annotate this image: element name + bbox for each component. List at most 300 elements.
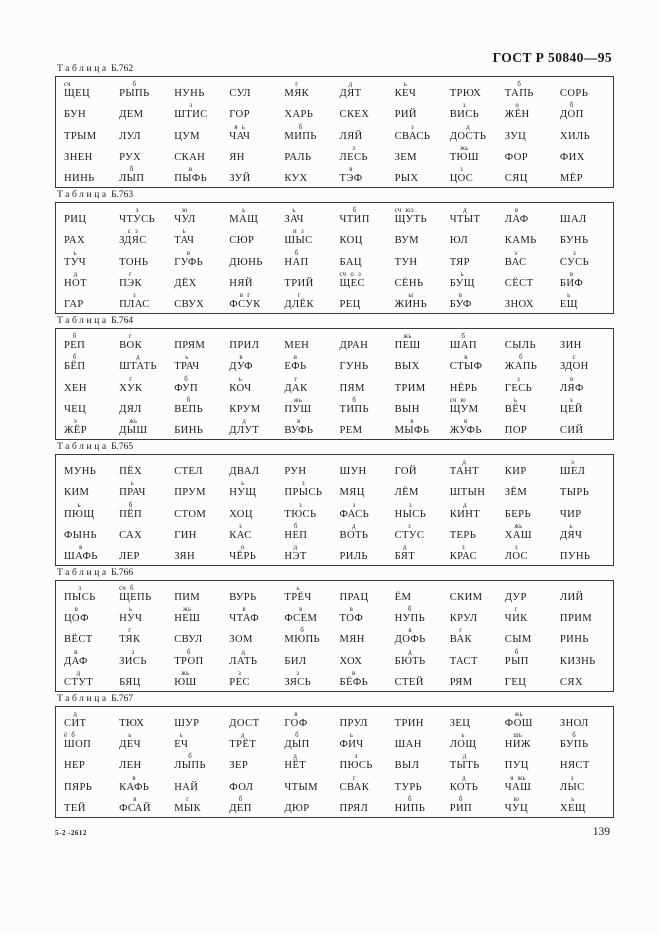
syllable	[284, 711, 307, 731]
table-row	[59, 794, 610, 815]
syllable-cell	[555, 352, 610, 373]
syllable-word: ЧАШ	[504, 781, 532, 793]
syllable	[339, 523, 368, 543]
syllable	[174, 418, 203, 438]
syllable-cell	[445, 668, 500, 689]
syllable-cell	[59, 205, 114, 226]
syllable-superscript: в	[569, 271, 574, 279]
syllable-cell	[224, 226, 279, 247]
syllable	[284, 502, 316, 522]
syllable-cell	[169, 374, 224, 395]
syllable-word: БЯТ	[394, 551, 416, 563]
syllable-cell	[390, 165, 445, 186]
syllable-superscript: з	[189, 102, 193, 110]
syllable	[339, 670, 368, 690]
syllable-word: БЕРЬ	[504, 508, 531, 520]
syllable-cell	[169, 226, 224, 247]
syllable-superscript: д	[73, 271, 78, 279]
syllable	[395, 544, 415, 564]
syllable-superscript: д	[73, 710, 78, 718]
syllable-cell	[390, 794, 445, 815]
syllable-cell	[500, 604, 555, 625]
syllable	[395, 459, 417, 479]
syllable-superscript: ё б	[64, 732, 76, 740]
syllable-word: ЖАПЬ	[504, 361, 538, 373]
syllable	[339, 796, 368, 816]
syllable-word: СИТ	[64, 717, 87, 729]
syllable	[560, 333, 582, 353]
syllable	[505, 753, 529, 773]
table-row	[59, 395, 610, 416]
syllable-word: ФОЛ	[229, 781, 254, 793]
syllable-cell	[334, 730, 389, 751]
syllable-cell	[169, 773, 224, 794]
syllable	[174, 271, 197, 291]
syllable	[284, 459, 306, 479]
syllable-superscript	[64, 228, 85, 235]
syllable-word: ФАСЬ	[339, 508, 370, 520]
syllable	[284, 166, 307, 186]
syllable-cell	[114, 668, 169, 689]
syllable-word: ЛЁМ	[394, 487, 419, 499]
syllable-cell	[445, 626, 500, 647]
syllable-cell	[279, 143, 334, 164]
syllable	[229, 354, 253, 374]
syllable-superscript	[395, 145, 417, 152]
syllable-cell	[169, 79, 224, 100]
syllable-cell	[59, 752, 114, 773]
syllable-word: ХЕЩ	[559, 803, 586, 815]
syllable-superscript	[395, 585, 412, 592]
syllable-word: ЗЯН	[174, 551, 196, 563]
syllable-superscript: в	[74, 648, 78, 656]
syllable	[560, 376, 584, 396]
syllable-cell	[224, 416, 279, 437]
syllable-superscript: в	[463, 418, 468, 426]
syllable-cell	[224, 500, 279, 521]
syllable-superscript: з	[572, 249, 576, 257]
syllable	[339, 250, 361, 270]
syllable-cell	[279, 773, 334, 794]
syllable-superscript	[560, 627, 589, 634]
syllable-cell	[334, 100, 389, 121]
syllable-cell	[59, 291, 114, 312]
syllable-cell	[390, 205, 445, 226]
syllable-superscript	[505, 145, 528, 152]
syllable-superscript: в	[186, 249, 191, 257]
syllable-word: ХИЛЬ	[559, 130, 591, 142]
syllable-superscript: в	[239, 354, 243, 362]
syllable-cell	[445, 331, 500, 352]
syllable	[560, 81, 588, 101]
syllable-cell	[445, 521, 500, 542]
syllable-cell	[279, 794, 334, 815]
syllable-cell	[59, 773, 114, 794]
syllable	[450, 292, 472, 312]
syllable-cell	[169, 269, 224, 290]
syllable-word: ТОНЬ	[119, 256, 149, 268]
syllable-superscript	[284, 333, 309, 340]
syllable-cell	[555, 604, 610, 625]
syllable	[505, 354, 537, 374]
syllable-cell	[334, 647, 389, 668]
syllable-superscript	[505, 271, 534, 278]
syllable-word: ДЫП	[284, 739, 310, 751]
syllable-word: НЯЙ	[229, 278, 253, 290]
syllable-word: ЗИН	[559, 339, 582, 351]
table-row	[59, 521, 610, 542]
syllable-cell	[114, 100, 169, 121]
syllable-superscript	[450, 81, 482, 88]
table-row	[59, 647, 610, 668]
syllable-cell	[334, 352, 389, 373]
syllable-cell	[445, 542, 500, 563]
syllable	[505, 333, 536, 353]
syllable-superscript: з	[354, 753, 358, 761]
syllable	[560, 480, 589, 500]
syllable-superscript: б	[187, 648, 191, 656]
syllable-cell	[114, 794, 169, 815]
syllable-superscript: ь	[569, 522, 573, 530]
syllable-superscript	[64, 523, 97, 530]
table-section	[55, 442, 614, 566]
table-caption-number: Б.762	[108, 64, 134, 74]
syllable-word: ЧИК	[504, 613, 528, 625]
syllable	[395, 333, 421, 353]
syllable-cell	[555, 143, 610, 164]
syllable	[174, 250, 203, 270]
syllable-word: ЛЕН	[119, 760, 142, 772]
syllable-word: ШАП	[449, 339, 477, 351]
syllable-word: МАЩ	[229, 213, 259, 225]
syllable-cell	[114, 374, 169, 395]
syllable-superscript	[229, 333, 259, 340]
syllable-superscript	[229, 81, 251, 88]
syllable-cell	[390, 269, 445, 290]
syllable-superscript	[395, 354, 420, 361]
syllable-superscript	[64, 166, 95, 173]
syllable-word: БЯЦ	[119, 677, 141, 689]
syllable-word: КАМЬ	[504, 235, 537, 247]
syllable-cell	[114, 416, 169, 437]
table-row	[59, 604, 610, 625]
syllable-cell	[390, 500, 445, 521]
syllable	[505, 81, 534, 101]
syllable	[505, 544, 528, 564]
syllable-superscript: в г	[239, 292, 251, 300]
syllable	[174, 732, 188, 752]
syllable-superscript	[64, 124, 97, 131]
syllable-cell	[445, 500, 500, 521]
syllable-superscript: в	[570, 375, 574, 383]
syllable-word: МЯЦ	[339, 487, 365, 499]
syllable	[119, 228, 147, 248]
syllable-superscript: б	[407, 606, 412, 614]
syllable-cell	[114, 773, 169, 794]
syllable-superscript	[174, 627, 202, 634]
syllable-word: ТЯК	[119, 634, 141, 646]
syllable-superscript: г	[294, 375, 298, 383]
syllable-cell	[224, 374, 279, 395]
syllable-cell	[59, 122, 114, 143]
syllable	[229, 102, 250, 122]
syllable	[229, 333, 259, 353]
syllable-word: САХ	[119, 529, 143, 541]
syllable-cell	[334, 626, 389, 647]
syllable	[395, 354, 420, 374]
syllable	[560, 459, 585, 479]
syllable	[64, 354, 85, 374]
syllable-superscript: сч б	[119, 584, 134, 592]
syllable-table	[55, 76, 614, 188]
syllable	[119, 585, 152, 605]
syllable-word: ПРИМ	[559, 613, 593, 625]
syllable-word: РАХ	[64, 235, 86, 247]
syllable-word: СЯЦ	[504, 173, 528, 185]
syllable	[119, 292, 150, 312]
syllable	[560, 523, 582, 543]
syllable-cell	[445, 352, 500, 373]
syllable-word: НЕП	[284, 529, 308, 541]
syllable	[229, 606, 259, 626]
syllable-superscript: ь	[77, 501, 81, 509]
syllable-cell	[445, 416, 500, 437]
syllable-word: РИЦ	[64, 213, 87, 225]
syllable	[505, 502, 531, 522]
syllable-superscript: ь	[292, 206, 296, 214]
syllable	[560, 250, 589, 270]
syllable-superscript: б	[352, 396, 357, 404]
syllable	[64, 124, 97, 144]
syllable-superscript: г	[129, 271, 133, 279]
syllable-word: ДРАН	[339, 339, 369, 351]
syllable-superscript: з	[352, 501, 356, 509]
syllable-cell	[445, 583, 500, 604]
syllable-superscript	[64, 459, 96, 466]
syllable-word: НЕШ	[174, 613, 201, 625]
table-caption	[57, 64, 614, 75]
syllable-cell	[500, 395, 555, 416]
syllable-superscript	[339, 711, 367, 718]
syllable	[450, 459, 479, 479]
syllable-superscript: д	[76, 670, 81, 678]
syllable-word: ФСУК	[229, 299, 261, 311]
syllable-superscript	[560, 649, 596, 656]
syllable-word: СТОМ	[174, 508, 207, 520]
syllable-superscript	[505, 333, 536, 340]
table-caption-number: Б.763	[108, 189, 134, 200]
syllable	[284, 775, 318, 795]
syllable	[119, 649, 147, 669]
syllable-cell	[279, 291, 334, 312]
syllable-superscript	[339, 333, 368, 340]
syllable	[229, 544, 256, 564]
syllable-superscript: б	[408, 796, 412, 804]
syllable-word: МЫК	[174, 803, 202, 815]
syllable-cell	[59, 165, 114, 186]
syllable-cell	[114, 604, 169, 625]
syllable	[119, 271, 142, 291]
syllable	[560, 606, 592, 626]
syllable	[229, 228, 254, 248]
syllable	[450, 753, 480, 773]
syllable-superscript	[339, 354, 368, 361]
syllable-superscript: ь	[182, 228, 186, 236]
syllable-superscript	[560, 753, 590, 760]
syllable-cell	[114, 248, 169, 269]
syllable	[450, 523, 477, 543]
syllable-word: НУЩ	[229, 487, 257, 499]
syllable-superscript: б	[132, 80, 137, 88]
syllable	[450, 480, 486, 500]
syllable-superscript	[284, 775, 318, 782]
syllable	[229, 775, 253, 795]
syllable	[560, 753, 590, 773]
syllable-cell	[169, 542, 224, 563]
syllable-superscript	[450, 228, 468, 235]
syllable-word: ШАФЬ	[64, 551, 98, 563]
syllable-cell	[59, 709, 114, 730]
syllable-superscript	[450, 523, 477, 530]
table-caption-number: Б.766	[108, 567, 134, 578]
syllable-cell	[59, 395, 114, 416]
syllable-word: ВУФЬ	[284, 425, 314, 437]
syllable	[284, 585, 311, 605]
syllable	[229, 81, 251, 101]
syllable	[229, 124, 250, 144]
syllable	[174, 397, 203, 417]
syllable-superscript: ь	[242, 206, 246, 214]
syllable-superscript: жь	[403, 332, 412, 340]
syllable-cell	[169, 331, 224, 352]
syllable	[119, 502, 142, 522]
syllable-cell	[555, 165, 610, 186]
syllable-superscript	[560, 145, 585, 152]
syllable-superscript	[174, 271, 197, 278]
syllable-superscript	[560, 228, 589, 235]
syllable	[284, 250, 308, 270]
syllable-word: ШОП	[64, 739, 92, 751]
table-row	[59, 122, 610, 143]
syllable-cell	[169, 100, 224, 121]
syllable-word: ПЮЩ	[64, 508, 95, 520]
syllable	[560, 670, 583, 690]
syllable-superscript	[560, 207, 587, 214]
syllable	[395, 732, 422, 752]
syllable	[450, 250, 470, 270]
syllable-word: ТРЮХ	[449, 87, 482, 99]
syllable-word: ЧТЫТ	[449, 213, 481, 225]
syllable-cell	[279, 583, 334, 604]
syllable-cell	[169, 668, 224, 689]
syllable-cell	[114, 352, 169, 373]
syllable	[174, 627, 202, 647]
syllable	[505, 166, 528, 186]
table-row	[59, 457, 610, 478]
syllable-cell	[500, 269, 555, 290]
syllable-superscript	[560, 502, 582, 509]
syllable	[64, 670, 93, 690]
syllable-word: ЧТИП	[339, 213, 370, 225]
syllable	[284, 670, 311, 690]
syllable-word: ДОП	[559, 109, 584, 121]
syllable	[119, 418, 147, 438]
syllable-cell	[279, 269, 334, 290]
syllable-superscript	[229, 397, 260, 404]
table-caption-word: Таблица	[57, 315, 109, 326]
syllable-superscript	[174, 418, 203, 425]
syllable-superscript	[339, 627, 364, 634]
syllable	[64, 796, 86, 816]
syllable-superscript	[339, 124, 362, 131]
syllable-superscript: в	[349, 606, 354, 614]
syllable	[174, 228, 194, 248]
syllable-word: ГИН	[174, 529, 197, 541]
table-row	[59, 248, 610, 269]
syllable-word: ЦОФ	[64, 613, 89, 625]
syllable-superscript: д	[466, 123, 470, 131]
tables-container	[55, 62, 614, 819]
syllable-superscript: д	[240, 732, 245, 740]
syllable	[339, 354, 368, 374]
syllable-cell	[555, 122, 610, 143]
syllable-superscript	[560, 585, 584, 592]
syllable	[119, 606, 142, 626]
syllable-word: ТРИМ	[394, 382, 426, 394]
syllable	[119, 397, 142, 417]
syllable	[174, 670, 196, 690]
syllable-superscript: э	[569, 396, 573, 404]
table-caption-word: Таблица	[57, 441, 109, 452]
syllable-cell	[224, 269, 279, 290]
syllable	[339, 228, 362, 248]
table-row	[59, 709, 610, 730]
syllable-superscript: ь	[296, 584, 300, 592]
syllable	[560, 711, 589, 731]
syllable-word: ГАР	[64, 299, 84, 311]
syllable	[229, 376, 251, 396]
syllable	[64, 753, 85, 773]
syllable-cell	[224, 626, 279, 647]
syllable-word: СВУХ	[174, 299, 205, 311]
syllable-cell	[500, 122, 555, 143]
table-row	[59, 205, 610, 226]
syllable-word: ТРИН	[394, 717, 424, 729]
syllable-word: ЗАЧ	[284, 213, 304, 225]
table-row	[59, 416, 610, 437]
syllable-cell	[279, 352, 334, 373]
syllable-cell	[114, 122, 169, 143]
syllable-cell	[279, 165, 334, 186]
syllable-cell	[445, 709, 500, 730]
syllable	[560, 145, 585, 165]
syllable-word: ВУРЬ	[229, 591, 257, 603]
syllable-cell	[390, 604, 445, 625]
syllable-word: ЛОЩ	[449, 739, 477, 751]
syllable-word: ПЁП	[119, 508, 143, 520]
syllable-cell	[555, 542, 610, 563]
syllable-cell	[279, 478, 334, 499]
syllable-word: НЫСЬ	[394, 508, 427, 520]
syllable	[450, 606, 478, 626]
syllable-word: ЖЁР	[64, 425, 88, 437]
syllable	[395, 376, 426, 396]
syllable-cell	[169, 352, 224, 373]
syllable-word: ТЫТЬ	[449, 760, 480, 772]
syllable-word: ТЮХ	[119, 717, 145, 729]
syllable-superscript: б	[459, 796, 463, 804]
syllable-cell	[279, 521, 334, 542]
